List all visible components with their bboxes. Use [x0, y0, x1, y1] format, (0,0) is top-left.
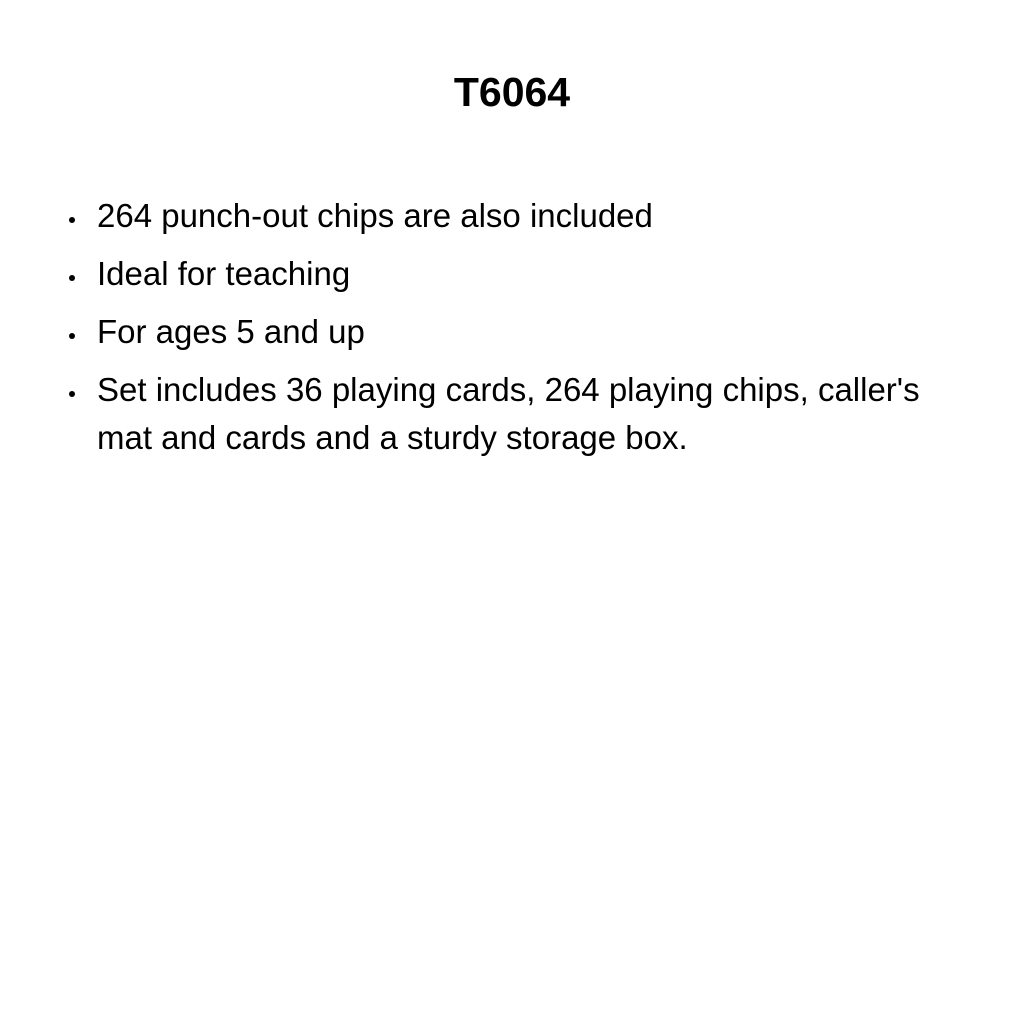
bullet-icon [69, 391, 75, 397]
list-item-text: For ages 5 and up [97, 313, 365, 350]
list-item-text: 264 punch-out chips are also included [97, 197, 653, 234]
list-item [60, 366, 960, 462]
page-title: T6064 [453, 69, 571, 115]
bullet-icon [69, 275, 75, 281]
list-item [60, 250, 960, 298]
list-item [60, 308, 960, 356]
list-item-text: Ideal for teaching [97, 255, 351, 292]
bullet-icon [69, 333, 75, 339]
bullet-icon [69, 217, 75, 223]
list-item-text: Set includes 36 playing cards, 264 playing chips, caller's mat and cards and a sturdy storage box. [97, 371, 920, 456]
list-item [60, 192, 960, 240]
feature-list [60, 192, 960, 462]
